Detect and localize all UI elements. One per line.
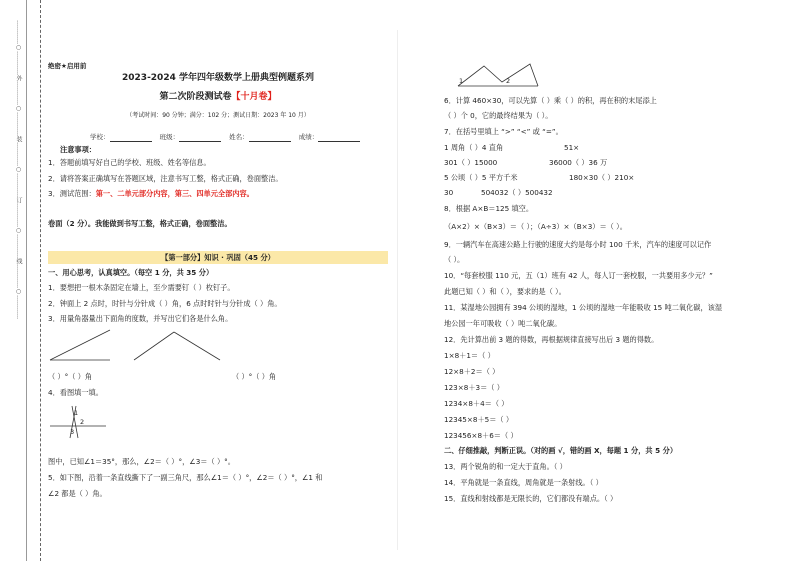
q5-continued: ∠2 都是（ ）角。 <box>48 489 107 498</box>
q15: 15．直线和射线都是无限长的，它们都没有端点。（ ） <box>444 494 618 503</box>
q7-row-2-right: 36000（ ）36 万 <box>549 158 608 167</box>
fig-label-1: 1 <box>459 77 464 85</box>
class-blank[interactable] <box>179 134 221 142</box>
q12-row-6: 123456×8＋6＝（ ） <box>444 431 518 440</box>
angle-b-ray-1 <box>134 332 174 360</box>
q12-row-1: 1×8＋1＝（ ） <box>444 351 495 360</box>
gutter-solid-line <box>26 0 27 561</box>
part1-banner: 【第一部分】知识 · 巩固（45 分） <box>161 253 275 262</box>
note-3 <box>48 189 254 198</box>
q10: 10．“每套校服 110 元，五（1）班有 42 人，每人订一套校服，一共要用多少元？” <box>444 271 713 280</box>
q7-row-3-right: 180×30（ ）210× <box>569 173 635 182</box>
section2-heading: 二、仔细推敲，判断正误。（对的画 √，错的画 X，每题 1 分，共 5 分） <box>444 446 678 455</box>
subtitle-tag: 【十月卷】 <box>231 92 277 102</box>
note-2: 2．请将答案正确填写在答题区域，注意书写工整，格式正确，卷面整洁。 <box>48 174 283 183</box>
score-blank[interactable] <box>318 134 360 142</box>
q8-continued: （A×2）×（B×3）＝（ ）；（A÷3）×（B×3）＝（ ）。 <box>444 222 627 231</box>
student-fields <box>90 133 360 142</box>
class-label: 班级： <box>159 133 180 141</box>
q12-row-5: 12345×8＋5＝（ ） <box>444 415 514 424</box>
q5: 5．如下图，沿着一条直线撕下了一副三角尺，那么∠1＝（ ）°，∠2＝（ ）°，∠1 和 <box>48 473 323 482</box>
q4-label-3: 3 <box>70 428 75 436</box>
gutter-dashed-line <box>40 0 41 561</box>
torn-edge <box>458 64 538 86</box>
angle-a-ray-1 <box>50 330 110 360</box>
page-subtitle <box>48 93 388 102</box>
q6: 6．计算 460×30，可以先算（ ）乘（ ）的积，再在积的末尾添上 <box>444 96 657 105</box>
q13: 13．两个锐角的和一定大于直角。（ ） <box>444 462 567 471</box>
exam-info: （考试时间：90 分钟；满分：102 分；测试日期：2023 年 10 月） <box>126 112 310 119</box>
section1-heading: 一、用心思考，认真填空。（每空 1 分，共 35 分） <box>48 268 214 277</box>
q7-row-4-left: 30 <box>444 188 454 197</box>
fig-label-2: 2 <box>506 77 511 85</box>
q1: 1．要想把一根木条固定在墙上，至少需要钉（ ）枚钉子。 <box>48 283 235 292</box>
secret-mark: 绝密★启用前 <box>48 62 87 70</box>
q9: 9．一辆汽车在高速公路上行驶的速度大约是每小时 100 千米，汽车的速度可以记作 <box>444 240 712 249</box>
score-label: 成绩： <box>298 133 319 141</box>
q12-row-4: 1234×8＋4＝（ ） <box>444 399 509 408</box>
q6-continued: （ ）个 0，它的最终结果为（ ）。 <box>444 111 553 120</box>
q12-row-3: 123×8＋3＝（ ） <box>444 383 504 392</box>
school-blank[interactable] <box>110 134 152 142</box>
q11: 11．某湿地公园拥有 394 公顷的湿地，1 公顷的湿地一年能吸收 15 吨二氧化碳，该湿 <box>444 303 723 312</box>
name-blank[interactable] <box>249 134 291 142</box>
page-title: 2023-2024 学年四年级数学上册典型例题系列 <box>122 73 314 83</box>
note-3-scope: 第一、二单元部分内容，第三、四单元全部内容。 <box>95 189 254 198</box>
q5-torn-triangle-figure <box>456 62 546 88</box>
q4-label-2: 2 <box>80 418 85 426</box>
q7-row-3-left: 5 公顷（ ）5 平方千米 <box>444 173 518 182</box>
q7: 7．在括号里填上 “>” “<” 或 “=”。 <box>444 127 563 136</box>
q3-answer-b: （ ）°（ ）角 <box>232 372 277 381</box>
name-label: 姓名： <box>229 133 249 141</box>
q4-label-1: 1 <box>74 409 79 417</box>
q7-row-1-left: 1 周角（ ）4 直角 <box>444 143 504 152</box>
note-1: 1．答题前填写好自己的学校、班级、姓名等信息。 <box>48 158 211 167</box>
q12: 12．先计算出前 3 题的得数，再根据规律直接写出后 3 题的得数。 <box>444 335 659 344</box>
q7-row-1-right: 51× <box>564 143 580 152</box>
column-divider <box>397 30 398 550</box>
q12-row-2: 12×8＋2＝（ ） <box>444 367 500 376</box>
neatness-note: 卷面（2 分）。我能做到书写工整，格式正确，卷面整洁。 <box>48 219 232 228</box>
q8: 8．根据 A×B＝125 填空。 <box>444 204 534 213</box>
q14: 14．平角就是一条直线，周角就是一条射线。（ ） <box>444 478 603 487</box>
q10-continued: 此题已知（ ）和（ ），要求的是（ ）。 <box>444 287 566 296</box>
q11-continued: 地公园一年可吸收（ ）吨二氧化碳。 <box>444 319 562 328</box>
note-3-label: 3．测试范围： <box>48 189 96 198</box>
q3-angle-figures <box>48 326 388 366</box>
q4-text: 图中，已知∠1＝35°，那么，∠2＝（ ）°，∠3＝（ ）°。 <box>48 457 235 466</box>
q9-continued: （ ）。 <box>444 255 465 264</box>
gutter-label: …………○…………外…………○…………装…………○…………订…………○…………线…………○………… <box>15 20 22 319</box>
q7-row-4-right: 504032（ ）500432 <box>481 188 553 197</box>
q2: 2．钟面上 2 点时，时针与分针成（ ）角，6 点时时针与分针成（ ）角。 <box>48 299 282 308</box>
notes-title: 注意事项： <box>60 145 96 154</box>
subtitle-main: 第二次阶段测试卷 <box>159 92 232 102</box>
angle-b-ray-2 <box>174 332 220 360</box>
q3: 3．用量角器量出下面角的度数，并写出它们各是什么角。 <box>48 314 233 323</box>
q7-row-2-left: 301（ ）15000 <box>444 158 498 167</box>
school-label: 学校： <box>90 133 110 141</box>
q4: 4．看图填一填。 <box>48 388 103 397</box>
q3-answer-a: （ ）°（ ）角 <box>48 372 93 381</box>
